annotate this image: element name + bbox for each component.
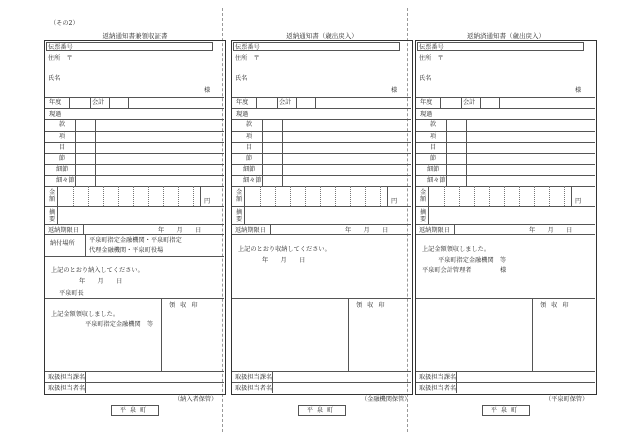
rule-line [416,97,595,98]
rule-line [244,186,245,206]
town-stamp: 平泉町 [482,405,530,416]
amount-label: 金額 [420,189,427,203]
classification-label: 款 [429,121,437,128]
form-1 [44,40,226,395]
section-name-label: 取扱担当課名 [235,374,273,381]
fiscal-year-label: 年度 [236,99,249,106]
rule-line [416,108,595,109]
fiscal-year-label: 年度 [420,99,433,106]
rule-line [45,256,224,257]
classification-label: 節 [58,155,66,162]
rule-line [232,186,411,187]
rule-line [315,97,316,108]
rule-line [109,97,110,108]
amount-digit-divider [260,186,261,206]
classification-label: 細々節 [56,177,75,184]
classification-label: 項 [245,133,253,140]
summary-label: 摘要 [236,209,243,223]
honorific-label: 様 [575,87,582,94]
payment-notice: 上記のとおり納入してください。 [51,267,144,274]
slip-number-label: 伝票番号 [48,44,73,51]
rule-line [232,164,411,165]
rule-line [416,164,595,165]
rule-line [45,206,224,207]
amount-digit-divider [275,186,276,206]
person-name-label: 取扱担当者名 [235,385,273,392]
payment-place-line1: 平泉町指定金融機関・平泉町指定 [89,237,182,244]
amount-digit-divider [73,186,74,206]
deadline-date: 年 月 日 [345,227,389,234]
rule-line [232,131,411,132]
current-past-label: 現過 [49,111,62,118]
payment-place-line2: 代理金融機関・平泉町役場 [89,247,164,254]
yen-label: 円 [575,198,582,205]
summary-label: 摘要 [420,209,427,223]
rule-line [90,97,91,108]
treasurer-label: 平泉町会計管理者 [422,267,472,274]
rule-line [232,371,411,372]
deadline-label: 返納期限日 [48,227,79,234]
rule-line [416,371,595,372]
retention-note: （平泉町保管） [545,396,589,403]
rule-line [232,175,411,176]
rule-line [128,97,129,108]
classification-label: 細節 [56,166,69,173]
rule-line [348,298,349,371]
accounting-label: 会計 [279,99,292,106]
notice-date: 年 月 日 [79,278,123,285]
accounting-label: 会計 [92,99,105,106]
amount-digit-divider [148,186,149,206]
form-2 [231,40,413,395]
current-past-label: 現過 [420,111,433,118]
fiscal-year-label: 年度 [49,99,62,106]
rule-line [244,206,245,224]
deadline-label: 返納期限日 [235,227,266,234]
rule-line [416,131,595,132]
amount-digit-divider [88,186,89,206]
receipt-notice: 上記金額領収しました。 [422,246,491,253]
rule-line [282,119,283,186]
rule-line [45,224,224,225]
rule-line [45,298,224,299]
rule-line [416,224,595,225]
rule-line [75,119,76,186]
amount-digit-divider [549,186,550,206]
amount-digit-divider [534,186,535,206]
amount-label: 金額 [236,189,243,203]
name-label: 氏名 [48,75,61,82]
current-past-label: 現過 [236,111,249,118]
rule-line [428,186,429,206]
amount-digit-divider [118,186,119,206]
slip-number-label: 伝票番号 [235,44,260,51]
amount-digit-divider [504,186,505,206]
retention-note: （納入者保管） [174,396,218,403]
notice-date: 年 月 日 [262,257,306,264]
rule-line [45,119,224,120]
person-name-label: 取扱担当者名 [419,385,457,392]
amount-digit-divider [163,186,164,206]
yen-label: 円 [391,198,398,205]
amount-digit-divider [365,186,366,206]
rule-line [387,186,388,206]
town-stamp: 平泉町 [298,405,346,416]
rule-line [45,186,224,187]
rule-line [85,234,86,256]
person-name-label: 取扱担当者名 [48,385,86,392]
address-label: 住所 〒 [48,55,73,62]
receipt-stamp-label: 領収印 [540,302,574,309]
receipt-stamp-label: 領収印 [169,302,203,309]
rule-line [416,175,595,176]
rule-line [95,119,96,186]
town-stamp: 平泉町 [111,405,159,416]
rule-line [45,371,224,372]
amount-digit-divider [335,186,336,206]
section-name-label: 取扱担当課名 [48,374,86,381]
amount-digit-divider [193,186,194,206]
rule-line [232,142,411,143]
rule-line [45,234,224,235]
page-label: （その2） [50,20,79,27]
rule-line [440,97,441,108]
rule-line [296,97,297,108]
rule-line [232,97,411,98]
classification-label: 細々節 [427,177,446,184]
rule-line [480,97,481,108]
rule-line [454,224,455,234]
classification-label: 節 [245,155,253,162]
amount-digit-divider [564,186,565,206]
rule-line [270,224,271,234]
address-label: 住所 〒 [235,55,260,62]
rule-line [232,298,411,299]
form-title: 返納済通知書（歳出戻入） [467,32,545,40]
classification-label: 細節 [427,166,440,173]
rule-line [232,382,411,383]
honorific-label: 様 [204,87,211,94]
receipt-bank: 平泉町指定金融機関 等 [85,321,154,328]
honorific-label: 様 [500,267,507,274]
amount-digit-divider [350,186,351,206]
rule-line [232,153,411,154]
rule-line [45,382,224,383]
classification-label: 細々節 [243,177,262,184]
name-label: 氏名 [419,75,432,82]
amount-digit-divider [290,186,291,206]
rule-line [416,186,595,187]
classification-label: 項 [429,133,437,140]
rule-line [416,298,595,299]
rule-line [45,108,224,109]
yen-label: 円 [204,198,211,205]
form-title: 返納通知書（歳出戻入） [286,32,358,40]
rule-line [499,97,500,108]
amount-label: 金額 [49,189,56,203]
classification-label: 細節 [243,166,256,173]
issuer-label: 平泉町長 [59,290,84,297]
summary-label: 摘要 [49,209,56,223]
amount-digit-divider [380,186,381,206]
rule-line [466,119,467,186]
classification-label: 項 [58,133,66,140]
receipt-stamp-label: 領収印 [356,302,390,309]
classification-label: 款 [58,121,66,128]
slip-number-box [46,42,213,51]
classification-label: 目 [245,144,253,151]
rule-line [262,119,263,186]
form-title: 返納通知書兼領収証書 [102,32,168,40]
rule-line [83,224,84,234]
rule-line [45,175,224,176]
classification-label: 目 [58,144,66,151]
slip-number-label: 伝票番号 [419,44,444,51]
rule-line [277,97,278,108]
accounting-label: 会計 [463,99,476,106]
rule-line [416,206,595,207]
rule-line [57,206,58,224]
rule-line [161,298,162,371]
amount-digit-divider [519,186,520,206]
rule-line [45,142,224,143]
classification-label: 目 [429,144,437,151]
rule-line [416,234,595,235]
rule-line [532,298,533,371]
form-3 [415,40,597,395]
amount-digit-divider [133,186,134,206]
deadline-label: 返納期限日 [419,227,450,234]
slip-number-box [417,42,584,51]
rule-line [416,382,595,383]
rule-line [232,206,411,207]
payment-place-label: 納付場所 [50,240,75,247]
amount-digit-divider [320,186,321,206]
amount-digit-divider [103,186,104,206]
rule-line [416,153,595,154]
rule-line [232,234,411,235]
rule-line [428,206,429,224]
amount-digit-divider [489,186,490,206]
address-label: 住所 〒 [419,55,444,62]
rule-line [69,97,70,108]
amount-digit-divider [178,186,179,206]
rule-line [45,164,224,165]
rule-line [256,97,257,108]
rule-line [45,153,224,154]
rule-line [416,119,595,120]
collection-notice: 上記のとおり収納してください。 [238,246,331,253]
slip-number-box [233,42,400,51]
rule-line [45,131,224,132]
rule-line [200,186,201,206]
deadline-date: 年 月 日 [158,227,202,234]
deadline-date: 年 月 日 [529,227,573,234]
rule-line [416,142,595,143]
receipt-text: 上記金額領収しました。 [51,311,120,318]
section-name-label: 取扱担当課名 [419,374,457,381]
amount-digit-divider [459,186,460,206]
receipt-bank: 平泉町指定金融機関 等 [438,257,507,264]
honorific-label: 様 [391,87,398,94]
classification-label: 節 [429,155,437,162]
amount-digit-divider [474,186,475,206]
rule-line [232,108,411,109]
rule-line [461,97,462,108]
rule-line [446,119,447,186]
rule-line [232,119,411,120]
rule-line [57,186,58,206]
rule-line [232,224,411,225]
name-label: 氏名 [235,75,248,82]
amount-digit-divider [444,186,445,206]
amount-digit-divider [305,186,306,206]
retention-note: （金融機関保管） [361,396,411,403]
rule-line [571,186,572,206]
rule-line [45,97,224,98]
classification-label: 款 [245,121,253,128]
